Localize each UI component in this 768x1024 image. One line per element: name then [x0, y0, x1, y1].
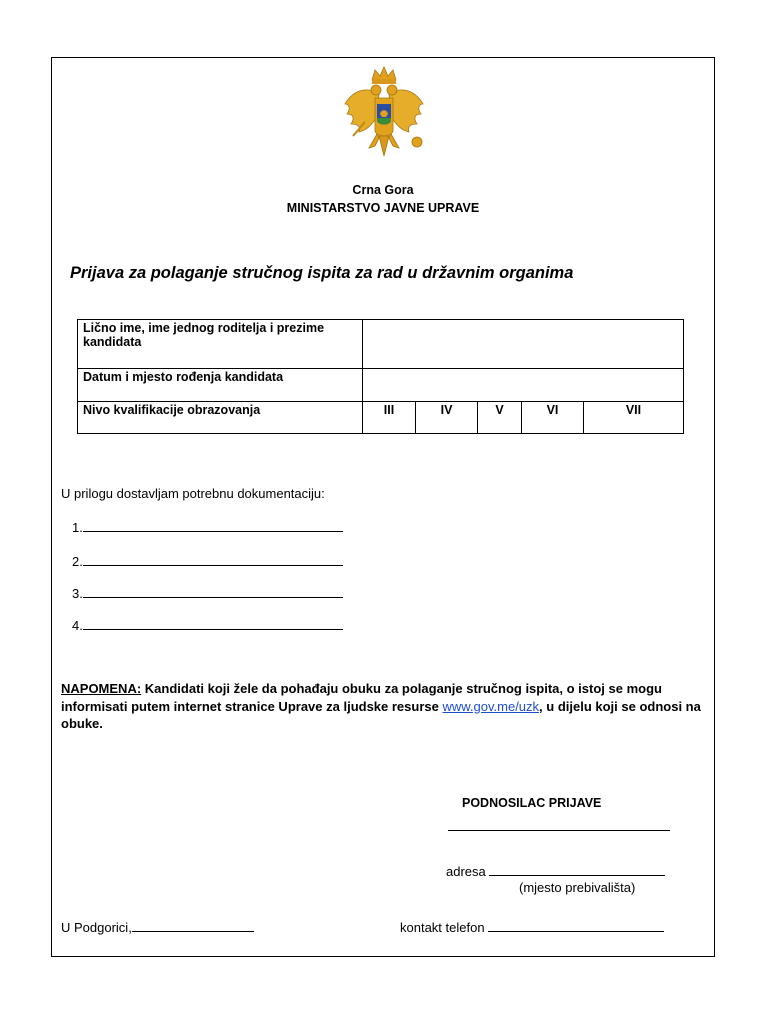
- attachment-blank[interactable]: [83, 584, 343, 598]
- note-text-end: , u dijelu koji se odnosi na obuke.: [61, 698, 701, 731]
- attachment-line-4[interactable]: [72, 616, 343, 633]
- ministry-name: MINISTARSTVO JAVNE UPRAVE: [286, 201, 480, 215]
- address-blank[interactable]: [489, 862, 665, 876]
- attachment-blank[interactable]: [83, 518, 343, 532]
- address-sublabel: (mjesto prebivališta): [519, 880, 636, 895]
- level-option-iii[interactable]: III: [363, 402, 416, 434]
- place-label: U Podgorici,: [61, 920, 132, 935]
- attachment-line-2[interactable]: [72, 552, 343, 569]
- note-text: Kandidati koji žele da pohađaju obuku za polaganje stručnog ispita, o istoj se mogu informisati putem internet stranice Uprave za ljudske resurse: [61, 681, 662, 714]
- phone-blank[interactable]: [488, 918, 664, 932]
- attachment-blank[interactable]: [83, 552, 343, 566]
- candidate-name-field[interactable]: [363, 320, 684, 369]
- country-name: Crna Gora: [352, 183, 414, 197]
- note-paragraph: [61, 680, 711, 733]
- form-title: Prijava za polaganje stručnog ispita za rad u državnim organima: [70, 264, 574, 282]
- level-option-vii[interactable]: VII: [584, 402, 684, 434]
- phone-label: kontakt telefon: [400, 920, 485, 935]
- submitter-heading: PODNOSILAC PRIJAVE: [462, 796, 602, 810]
- table-row: [78, 369, 684, 402]
- place-line[interactable]: [61, 918, 254, 935]
- attachments-intro: U prilogu dostavljam potrebnu dokumentaciju:: [61, 486, 325, 501]
- attachment-number: 3.: [72, 586, 83, 601]
- attachment-line-3[interactable]: [72, 584, 343, 601]
- attachment-number: 2.: [72, 554, 83, 569]
- uzk-link[interactable]: www.gov.me/uzk: [442, 698, 540, 714]
- candidate-table: [77, 319, 684, 434]
- birth-info-label: Datum i mjesto rođenja kandidata: [78, 369, 363, 402]
- education-level-label: Nivo kvalifikacije obrazovanja: [78, 402, 363, 434]
- address-line[interactable]: [446, 862, 665, 879]
- date-blank[interactable]: [132, 918, 254, 932]
- level-option-vi[interactable]: VI: [522, 402, 584, 434]
- level-option-iv[interactable]: IV: [416, 402, 478, 434]
- phone-line[interactable]: [400, 918, 664, 935]
- attachment-blank[interactable]: [83, 616, 343, 630]
- table-row: [78, 402, 684, 434]
- attachment-line-1[interactable]: [72, 518, 343, 535]
- signature-line[interactable]: [448, 830, 670, 831]
- attachment-number: 4.: [72, 618, 83, 633]
- table-row: [78, 320, 684, 369]
- level-option-v[interactable]: V: [478, 402, 522, 434]
- candidate-name-label: Lično ime, ime jednog roditelja i prezime kandidata: [78, 320, 363, 369]
- birth-info-field[interactable]: [363, 369, 684, 402]
- attachment-number: 1.: [72, 520, 83, 535]
- montenegro-coat-of-arms-icon: [339, 64, 429, 168]
- form-page: [51, 57, 715, 957]
- address-label: adresa: [446, 864, 486, 879]
- note-label: NAPOMENA:: [61, 681, 142, 696]
